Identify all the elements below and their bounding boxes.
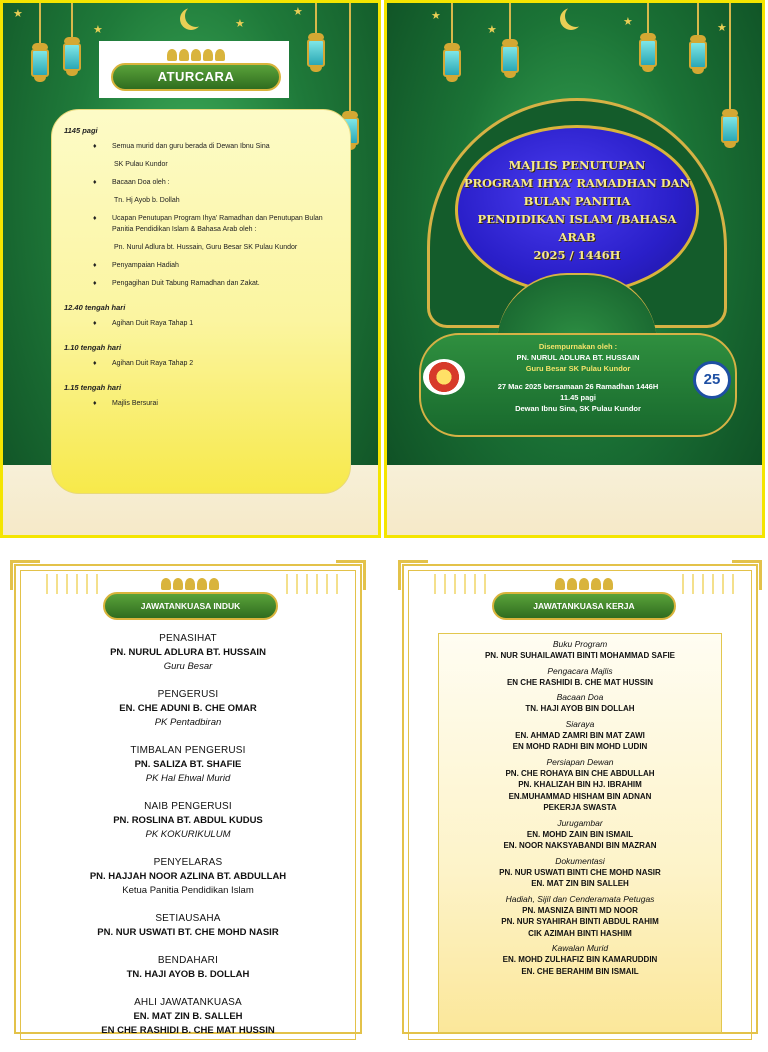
event-info-line: 27 Mac 2025 bersamaan 26 Ramadhan 1446H [497, 382, 659, 391]
cover-title-line: PROGRAM IHYA’ RAMADHAN DAN [463, 176, 691, 190]
event-info-band [419, 333, 737, 437]
work-group [439, 638, 721, 662]
star-icon: ★ [431, 10, 441, 22]
star-icon: ★ [487, 24, 497, 36]
work-role: Dokumentasi [555, 855, 605, 866]
schedule-item [64, 260, 340, 271]
committee-group [28, 996, 348, 1038]
committee-position: PK Hal Ehwal Murid [145, 773, 231, 784]
star-icon: ★ [93, 24, 103, 36]
work-group [439, 718, 721, 753]
work-member-name: TN. HAJI AYOB BIN DOLLAH [525, 704, 635, 713]
star-icon: ★ [13, 8, 23, 20]
lattice-ornament [38, 574, 98, 594]
schedule-item [64, 398, 340, 409]
committee-member-name: EN. MAT ZIN B. SALLEH [133, 1011, 243, 1022]
kerja-panel [396, 558, 764, 1024]
event-info-line [421, 374, 735, 381]
schedule-item [64, 213, 340, 235]
schedule-block [64, 343, 340, 369]
lantern-icon [63, 3, 81, 76]
ornament-crown-icon [150, 578, 230, 592]
work-member-name: PN. NUR SYAHIRAH BINTI ABDUL RAHIM [501, 917, 659, 926]
committee-group [28, 912, 348, 940]
diamond-bullet-icon: ♦ [93, 262, 97, 269]
cover-title-line: MAJLIS PENUTUPAN [508, 158, 646, 172]
schedule-item-text: Ucapan Penutupan Program Ihya’ Ramadhan dan Penutupan Bulan Panitia Pendidikan Islam & Bahasa Arab oleh : [112, 215, 323, 233]
star-icon: ★ [235, 18, 245, 30]
work-member-name: EN. CHE BERAHIM BIN ISMAIL [521, 966, 639, 976]
committee-group [28, 800, 348, 842]
lattice-ornament [278, 574, 338, 594]
ornament-crown-icon [544, 578, 624, 592]
ornament-crown-icon [151, 49, 241, 63]
committee-group [28, 954, 348, 982]
aturcara-panel [0, 0, 381, 538]
cover-title [455, 125, 699, 295]
lantern-icon [721, 3, 739, 148]
schedule-item-text: Semua murid dan guru berada di Dewan Ibnu Sina [112, 143, 270, 150]
schedule-block [64, 303, 340, 329]
schedule-item [64, 141, 340, 152]
work-role: Buku Program [552, 639, 608, 649]
work-member-name: PEKERJA SWASTA [543, 803, 617, 812]
lantern-icon [307, 3, 325, 72]
induk-list [28, 632, 348, 1052]
committee-member-name: EN. CHE ADUNI B. CHE OMAR [119, 703, 257, 714]
work-role: Jurugambar [557, 817, 603, 828]
event-info-line: PN. NURUL ADLURA BT. HUSSAIN [516, 353, 640, 362]
committee-member-name: TN. HAJI AYOB B. DOLLAH [126, 969, 250, 980]
committee-group [28, 688, 348, 730]
diamond-bullet-icon: ♦ [93, 320, 97, 327]
diamond-bullet-icon: ♦ [93, 400, 97, 407]
work-member-name: EN.MUHAMMAD HISHAM BIN ADNAN [508, 791, 652, 801]
schedule-item-text: Penyampaian Hadiah [112, 262, 179, 269]
anniversary-logo [693, 361, 731, 399]
corner-ornament [732, 560, 762, 590]
work-group [439, 756, 721, 814]
schedule-block [64, 126, 340, 289]
committee-member-name: PN. NUR USWATI BT. CHE MOHD NASIR [97, 927, 279, 938]
schedule-item-text: Bacaan Doa oleh : [112, 179, 170, 186]
work-group [439, 893, 721, 940]
schedule-item [64, 278, 340, 289]
schedule-time: 1.15 tengah hari [64, 383, 122, 392]
committee-role: AHLI JAWATANKUASA [134, 997, 242, 1008]
work-member-name: EN. MAT ZIN BIN SALLEH [531, 879, 629, 888]
work-member-name: PN. NUR SUHAILAWATI BINTI MOHAMMAD SAFIE [484, 651, 676, 660]
cover-title-line: PENDIDIKAN ISLAM /BAHASA ARAB [477, 212, 677, 244]
schedule-box [51, 109, 351, 494]
star-icon: ★ [293, 6, 303, 18]
kerja-title: JAWATANKUASA KERJA [492, 592, 676, 620]
committee-position: Ketua Panitia Pendidikan Islam [122, 885, 254, 896]
cover-panel [384, 0, 765, 538]
schedule-item [64, 358, 340, 369]
committee-position: PK KOKURIKULUM [145, 829, 231, 840]
work-member-name: EN. MOHD ZAIN BIN ISMAIL [526, 829, 634, 839]
schedule-time: 1145 pagi [64, 126, 98, 135]
diamond-bullet-icon: ♦ [93, 215, 97, 222]
committee-group [28, 632, 348, 674]
committee-member-name: PN. SALIZA BT. SHAFIE [134, 759, 242, 770]
schedule-item-detail: SK Pulau Kundor [114, 161, 168, 168]
event-info-line: Dewan Ibnu Sina, SK Pulau Kundor [515, 404, 641, 413]
star-icon: ★ [717, 22, 727, 34]
crescent-moon-icon [185, 5, 207, 27]
work-role: Pengacara Majlis [547, 665, 613, 676]
work-role: Siaraya [565, 718, 595, 729]
diamond-bullet-icon: ♦ [93, 143, 97, 150]
school-logo [423, 359, 465, 395]
work-member-name: PN. KHALIZAH BIN HJ. IBRAHIM [518, 780, 642, 789]
work-group [439, 855, 721, 890]
committee-group [28, 856, 348, 898]
lantern-icon [501, 3, 519, 78]
lattice-ornament [674, 574, 734, 594]
kerja-list [438, 633, 722, 1033]
aturcara-title: ATURCARA [111, 63, 281, 91]
lantern-icon [443, 3, 461, 82]
cover-title-line: BULAN PANITIA [523, 194, 631, 208]
diamond-bullet-icon: ♦ [93, 280, 97, 287]
work-member-name: EN. NOOR NAKSYABANDI BIN MAZRAN [503, 841, 657, 850]
diamond-bullet-icon: ♦ [93, 179, 97, 186]
diamond-bullet-icon: ♦ [93, 360, 97, 367]
schedule-block [64, 383, 340, 409]
schedule-item-text: Agihan Duit Raya Tahap 1 [112, 320, 194, 327]
induk-title: JAWATANKUASA INDUK [103, 592, 278, 620]
committee-member-name: PN. NURUL ADLURA BT. HUSSAIN [110, 647, 266, 658]
schedule-item [64, 177, 340, 188]
work-member-name: PN. CHE ROHAYA BIN CHE ABDULLAH [505, 768, 655, 778]
corner-ornament [10, 560, 40, 590]
cream-floor [387, 465, 762, 535]
schedule-item-text: Pengagihan Duit Tabung Ramadhan dan Zakat. [112, 280, 260, 287]
committee-member-name: PN. ROSLINA BT. ABDUL KUDUS [113, 815, 263, 826]
work-group [439, 942, 721, 977]
event-info-line: Guru Besar SK Pulau Kundor [525, 364, 631, 373]
schedule-item-detail: Tn. Hj Ayob b. Dollah [114, 197, 180, 204]
induk-panel [8, 558, 368, 1036]
lantern-icon [31, 3, 49, 82]
committee-position: PK Pentadbiran [154, 717, 222, 728]
work-role: Kawalan Murid [551, 943, 609, 953]
cover-title-line: 2025 / 1446H [533, 248, 621, 262]
committee-position: Guru Besar [163, 661, 213, 672]
work-member-name: PN. NUR USWATI BINTI CHE MOHD NASIR [499, 867, 661, 877]
schedule-item-detail: Pn. Nurul Adlura bt. Hussain, Guru Besar SK Pulau Kundor [114, 244, 298, 251]
work-role: Bacaan Doa [556, 692, 604, 702]
work-member-name: EN. MOHD ZULHAFIZ BIN KAMARUDDIN [502, 955, 658, 964]
anniversary-logo-text: 25 [703, 371, 721, 388]
schedule-item [64, 318, 340, 329]
star-icon: ★ [623, 16, 633, 28]
work-member-name: CIK AZIMAH BINTI HASHIM [528, 928, 632, 938]
schedule-time: 12.40 tengah hari [64, 303, 126, 312]
committee-role: NAIB PENGERUSI [144, 801, 232, 812]
committee-role: PENASIHAT [159, 633, 217, 644]
event-info-line: Disempurnakan oleh : [538, 342, 618, 351]
committee-role: TIMBALAN PENGERUSI [130, 745, 246, 756]
corner-ornament [336, 560, 366, 590]
committee-group [28, 744, 348, 786]
work-group [439, 665, 721, 689]
work-member-name: PN. MASNIZA BINTI MD NOOR [522, 905, 638, 915]
committee-role: PENGERUSI [157, 689, 219, 700]
event-info-line: 11.45 pagi [560, 393, 596, 402]
work-group [439, 691, 721, 715]
work-role: Hadiah, Sijil dan Cenderamata Petugas [505, 893, 655, 904]
committee-role: BENDAHARI [157, 955, 219, 966]
work-group [439, 817, 721, 852]
lantern-icon [689, 3, 707, 74]
schedule-item-text: Majlis Bersurai [112, 400, 158, 407]
committee-role: PENYELARAS [153, 857, 223, 868]
work-member-name: EN MOHD RADHI BIN MOHD LUDIN [512, 742, 648, 751]
work-member-name: EN CHE RASHIDI B. CHE MAT HUSSIN [506, 677, 654, 687]
committee-role: SETIAUSAHA [155, 913, 221, 924]
committee-member-name: PN. HAJJAH NOOR AZLINA BT. ABDULLAH [89, 871, 287, 882]
lantern-icon [639, 3, 657, 72]
schedule-item-text: Agihan Duit Raya Tahap 2 [112, 360, 194, 367]
crescent-moon-icon [565, 5, 587, 27]
schedule-time: 1.10 tengah hari [64, 343, 122, 352]
corner-ornament [398, 560, 428, 590]
work-role: Persiapan Dewan [546, 756, 614, 767]
lattice-ornament [426, 574, 486, 594]
work-member-name: EN. AHMAD ZAMRI BIN MAT ZAWI [515, 730, 645, 740]
committee-member-name: EN CHE RASHIDI B. CHE MAT HUSSIN [101, 1025, 275, 1036]
